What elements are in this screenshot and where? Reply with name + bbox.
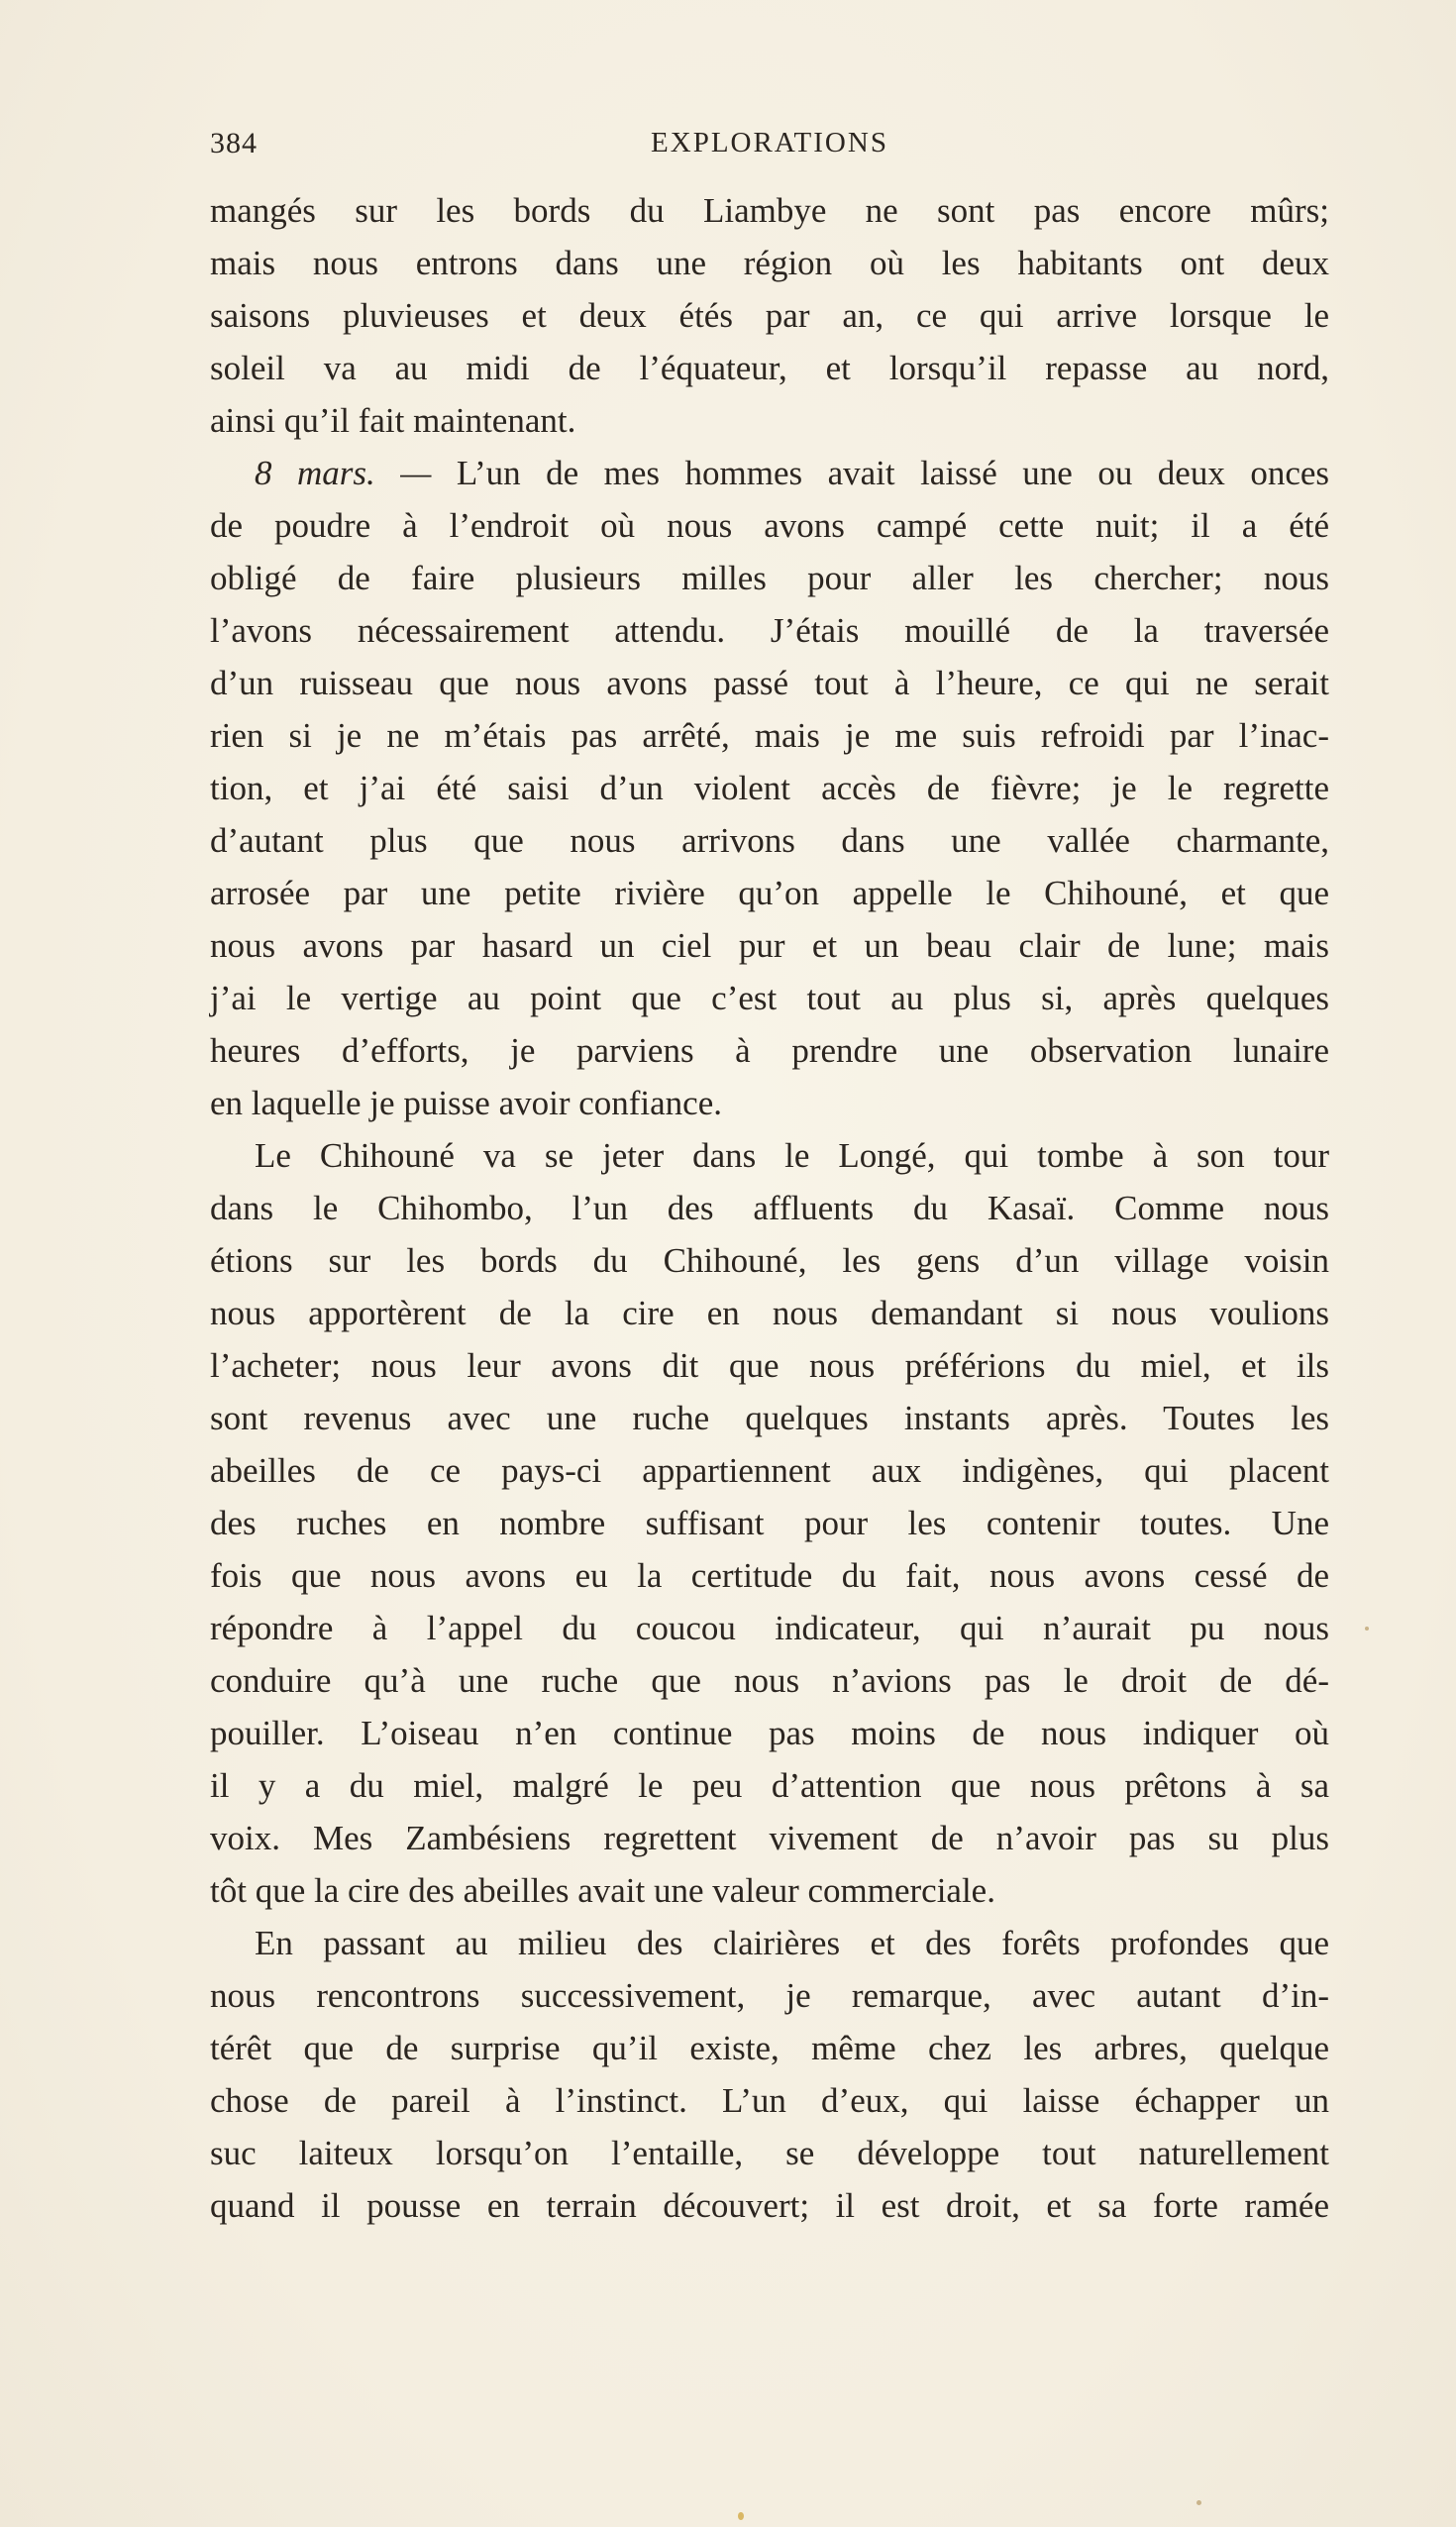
text-line: obligé de faire plusieurs milles pour aller les chercher; nous (210, 559, 1329, 597)
text-line: soleil va au midi de l’équateur, et lorsqu’il repasse au nord, (210, 349, 1329, 387)
text-line-dated (210, 447, 1329, 499)
text-line: mangés sur les bords du Liambye ne sont pas encore mûrs; (210, 191, 1329, 230)
text-line: quand il pousse en terrain découvert; il est droit, et sa forte ramée (210, 2186, 1329, 2225)
text-line: sont revenus avec une ruche quelques instants après. Toutes les (210, 1399, 1329, 1437)
text-line: ainsi qu’il fait maintenant. (210, 401, 576, 440)
paper-speck (1365, 1627, 1369, 1631)
text-line: étions sur les bords du Chihouné, les gens d’un village voisin (210, 1241, 1329, 1280)
date-label: 8 mars. — (255, 454, 432, 492)
text-line: en laquelle je puisse avoir confiance. (210, 1084, 723, 1122)
text-line: suc laiteux lorsqu’on l’entaille, se développe tout naturellement (210, 2134, 1329, 2172)
paper-speck (738, 2512, 744, 2520)
text-line: tion, et j’ai été saisi d’un violent accès de fièvre; je le regrette (210, 769, 1329, 807)
text-line: tôt que la cire des abeilles avait une valeur commerciale. (210, 1871, 995, 1910)
text-line: j’ai le vertige au point que c’est tout au plus si, après quelques (210, 979, 1329, 1017)
text-line: abeilles de ce pays-ci appartiennent aux indigènes, qui placent (210, 1451, 1329, 1490)
text-line: En passant au milieu des clairières et des forêts profondes que (255, 1924, 1329, 1962)
text-line: fois que nous avons eu la certitude du fait, nous avons cessé de (210, 1556, 1329, 1595)
text-line: d’un ruisseau que nous avons passé tout à l’heure, ce qui ne serait (210, 664, 1329, 702)
text-line-rest: L’un de mes hommes avait laissé une ou deux onces (456, 454, 1330, 492)
text-line: des ruches en nombre suffisant pour les contenir toutes. Une (210, 1504, 1329, 1542)
text-line: nous avons par hasard un ciel pur et un beau clair de lune; mais (210, 926, 1329, 965)
text-line: térêt que de surprise qu’il existe, même chez les arbres, quelque (210, 2029, 1329, 2067)
page-header (210, 127, 1329, 166)
text-line: de poudre à l’endroit où nous avons campé cette nuit; il a été (210, 506, 1329, 545)
text-line: répondre à l’appel du coucou indicateur, qui n’aurait pu nous (210, 1609, 1329, 1647)
text-line: pouiller. L’oiseau n’en continue pas moins de nous indiquer où (210, 1714, 1329, 1752)
text-line: conduire qu’à une ruche que nous n’avions pas le droit de dé- (210, 1661, 1329, 1700)
text-line: dans le Chihombo, l’un des affluents du Kasaï. Comme nous (210, 1189, 1329, 1227)
text-line: chose de pareil à l’instinct. L’un d’eux, qui laisse échapper un (210, 2081, 1329, 2120)
text-line: l’acheter; nous leur avons dit que nous préférions du miel, et ils (210, 1346, 1329, 1385)
page-number: 384 (210, 127, 258, 159)
text-line: nous apportèrent de la cire en nous demandant si nous voulions (210, 1294, 1329, 1332)
running-head: EXPLORATIONS (651, 127, 888, 158)
text-line: rien si je ne m’étais pas arrêté, mais je me suis refroidi par l’inac- (210, 716, 1329, 755)
text-line: heures d’efforts, je parviens à prendre une observation lunaire (210, 1031, 1329, 1070)
text-line: nous rencontrons successivement, je remarque, avec autant d’in- (210, 1976, 1329, 2015)
body-text (210, 184, 1329, 2232)
text-line: saisons pluvieuses et deux étés par an, ce qui arrive lorsque le (210, 296, 1329, 335)
text-line: mais nous entrons dans une région où les habitants ont deux (210, 244, 1329, 282)
text-line: voix. Mes Zambésiens regrettent vivement de n’avoir pas su plus (210, 1819, 1329, 1857)
text-line: d’autant plus que nous arrivons dans une vallée charmante, (210, 821, 1329, 860)
paper-speck (1196, 2500, 1201, 2505)
text-line: Le Chihouné va se jeter dans le Longé, qui tombe à son tour (255, 1136, 1329, 1175)
text-line: l’avons nécessairement attendu. J’étais mouillé de la traversée (210, 611, 1329, 650)
text-line: arrosée par une petite rivière qu’on appelle le Chihouné, et que (210, 874, 1329, 912)
text-line: il y a du miel, malgré le peu d’attention que nous prêtons à sa (210, 1766, 1329, 1805)
